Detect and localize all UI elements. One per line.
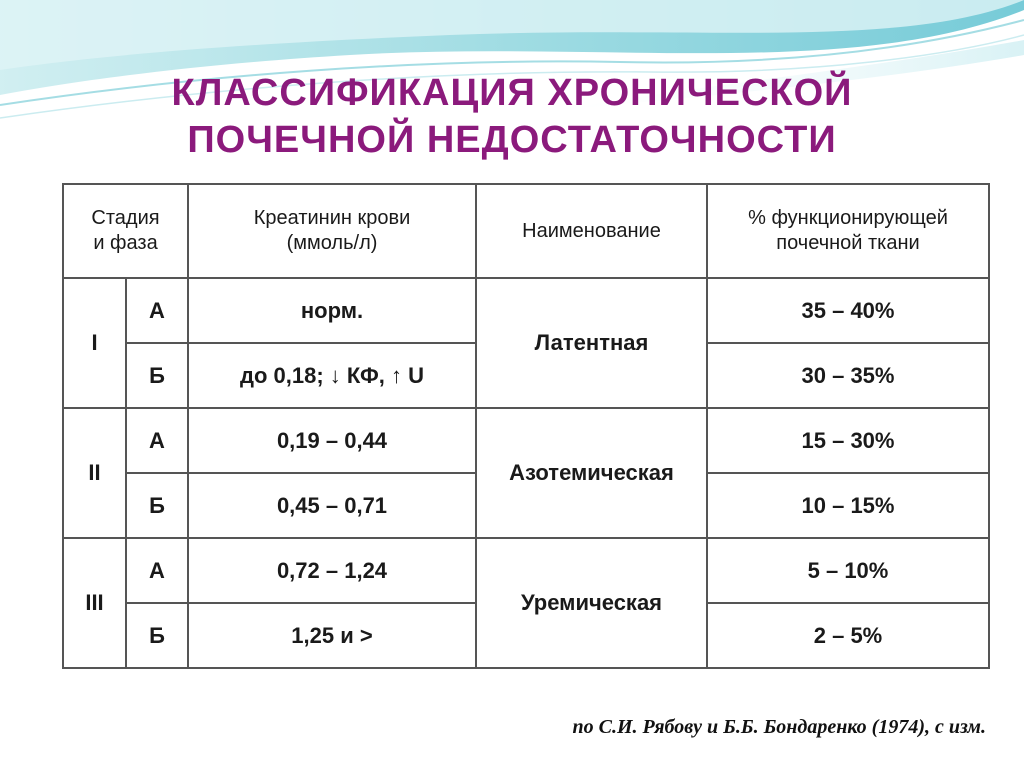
stage-numeral: III <box>63 538 126 668</box>
stage-name-cell: Азотемическая <box>476 408 707 538</box>
header-name: Наименование <box>476 184 707 278</box>
phase-cell: А <box>126 538 188 603</box>
creatinine-cell: 0,19 – 0,44 <box>188 408 476 473</box>
percent-cell: 30 – 35% <box>707 343 989 408</box>
table-row <box>63 538 989 603</box>
stage-numeral: I <box>63 278 126 408</box>
table-header-row <box>63 184 989 278</box>
title-line-1: КЛАССИФИКАЦИЯ ХРОНИЧЕСКОЙ <box>171 72 853 114</box>
percent-cell: 10 – 15% <box>707 473 989 538</box>
percent-cell: 15 – 30% <box>707 408 989 473</box>
creatinine-cell: норм. <box>188 278 476 343</box>
stage-name-cell: Латентная <box>476 278 707 408</box>
percent-cell: 35 – 40% <box>707 278 989 343</box>
creatinine-cell: 0,45 – 0,71 <box>188 473 476 538</box>
stage-numeral: II <box>63 408 126 538</box>
phase-cell: А <box>126 408 188 473</box>
creatinine-cell: до 0,18; ↓ КФ, ↑ U <box>188 343 476 408</box>
title-line-2: ПОЧЕЧНОЙ НЕДОСТАТОЧНОСТИ <box>187 119 837 161</box>
table-row <box>63 278 989 343</box>
ckd-classification-table <box>62 183 990 669</box>
phase-cell: Б <box>126 343 188 408</box>
phase-cell: Б <box>126 603 188 668</box>
percent-cell: 5 – 10% <box>707 538 989 603</box>
phase-cell: Б <box>126 473 188 538</box>
creatinine-cell: 0,72 – 1,24 <box>188 538 476 603</box>
header-creatinine: Креатинин крови (ммоль/л) <box>188 184 476 278</box>
stage-name-cell: Уремическая <box>476 538 707 668</box>
slide-title <box>0 70 1024 164</box>
percent-cell: 2 – 5% <box>707 603 989 668</box>
header-percent: % функционирующей почечной ткани <box>707 184 989 278</box>
table-row <box>63 408 989 473</box>
header-stage: Стадия и фаза <box>63 184 188 278</box>
source-citation: по С.И. Рябову и Б.Б. Бондаренко (1974), с изм. <box>572 716 986 738</box>
phase-cell: А <box>126 278 188 343</box>
creatinine-cell: 1,25 и > <box>188 603 476 668</box>
